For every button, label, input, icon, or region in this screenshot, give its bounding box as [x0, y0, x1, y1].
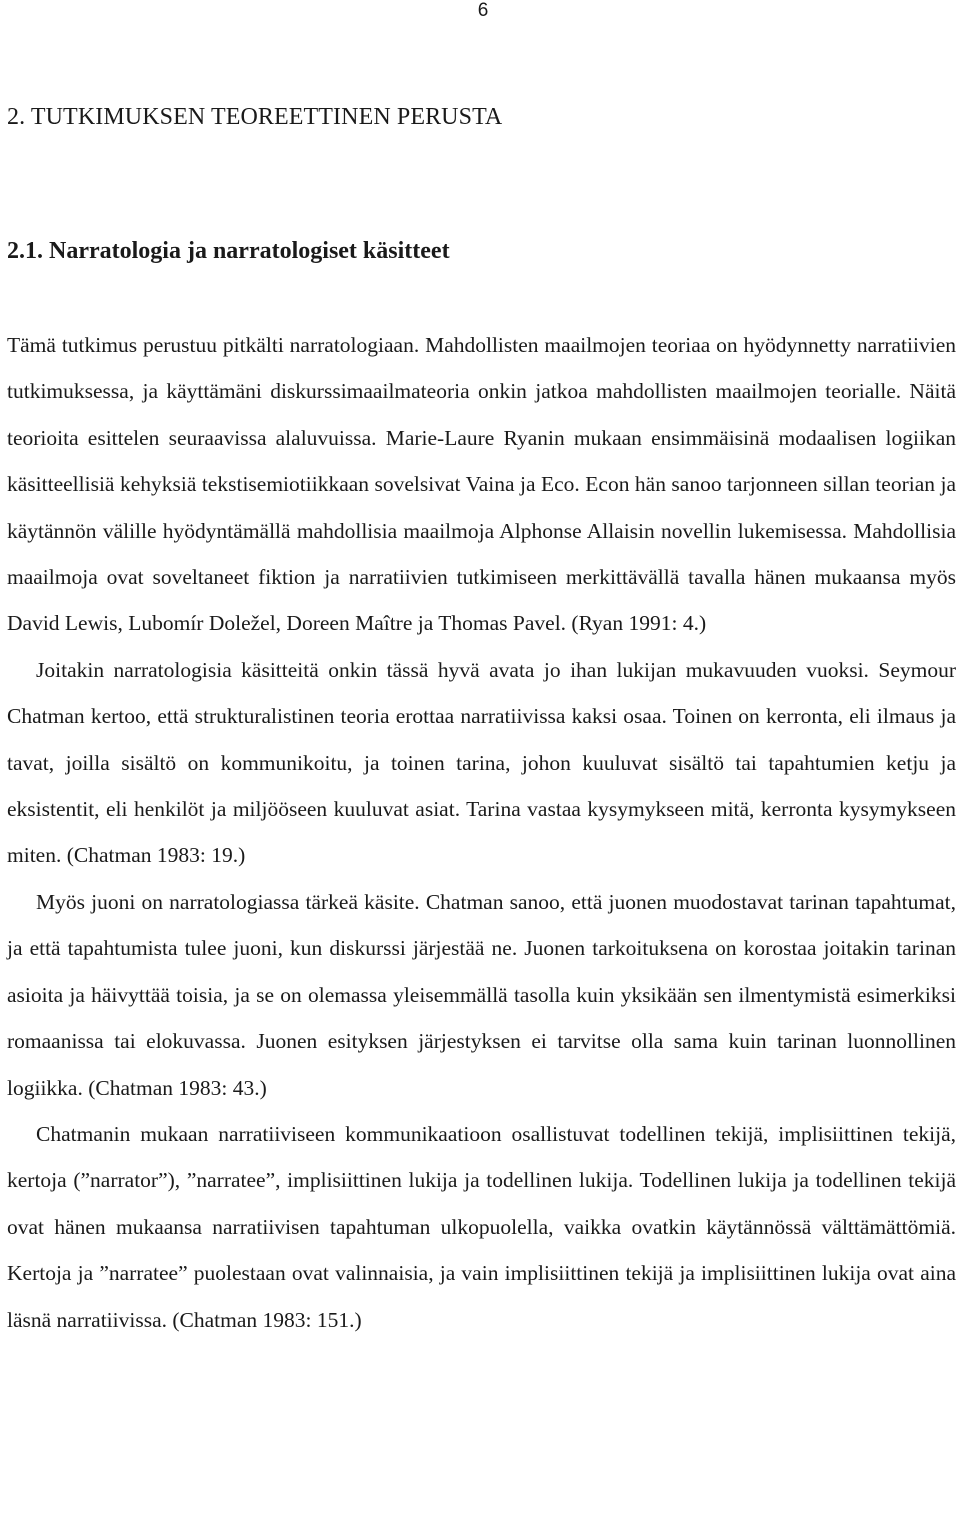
page-number: 6 [477, 0, 489, 21]
paragraph-3: Myös juoni on narratologiassa tärkeä käsite. Chatman sanoo, että juonen muodostavat tarinan tapahtumat, ja että tapahtumista tulee juoni, kun diskurssi järjestää ne. Juonen tarkoituksena on korostaa joitakin tarinan asioita ja häivyttää toisia, ja se on olemassa yleisemmällä tasolla kuin yksikään sen ilmentymistä esimerkiksi romaanissa tai elokuvassa. Juonen esityksen järjestyksen ei tarvitse olla sama kuin tarinan luonnollinen logiikka. (Chatman 1983: 43.) [7, 889, 956, 1100]
section-heading: 2.1. Narratologia ja narratologiset käsitteet [7, 238, 450, 264]
chapter-heading: 2. TUTKIMUKSEN TEOREETTINEN PERUSTA [7, 104, 503, 130]
paragraph-2: Joitakin narratologisia käsitteitä onkin tässä hyvä avata jo ihan lukijan mukavuuden vuoksi. Seymour Chatman kertoo, että strukturalistinen teoria erottaa narratiivissa kaksi osaa. Toinen on kerronta, eli ilmaus ja tavat, joilla sisältö on kommunikoitu, ja toinen tarina, johon kuuluvat sisältö tai tapahtumien ketju ja eksistentit, eli henkilöt ja miljööseen kuuluvat asiat. Tarina vastaa kysymykseen mitä, kerronta kysymykseen miten. (Chatman 1983: 19.) [7, 657, 956, 868]
paragraph-1: Tämä tutkimus perustuu pitkälti narratologiaan. Mahdollisten maailmojen teoriaa on hyödynnetty narratiivien tutkimuksessa, ja käyttämäni diskurssimaailmateoria onkin jatkoa mahdollisten maailmojen teorialle. Näitä teorioita esittelen seuraavissa alaluvuissa. Marie-Laure Ryanin mukaan ensimmäisinä modaalisen logiikan käsitteellisiä kehyksiä tekstisemiotiikkaan sovelsivat Vaina ja Eco. Econ hän sanoo tarjonneen sillan teorian ja käytännön välille hyödyntämällä mahdollisia maailmoja Alphonse Allaisin novellin lukemisessa. Mahdollisia maailmoja ovat soveltaneet fiktion ja narratiivien tutkimiseen merkittävällä tavalla hänen mukaansa myös David Lewis, Lubomír Doležel, Doreen Maître ja Thomas Pavel. (Ryan 1991: 4.) [7, 333, 956, 636]
paragraph-4: Chatmanin mukaan narratiiviseen kommunikaatioon osallistuvat todellinen tekijä, implisiittinen tekijä, kertoja (”narrator”), ”narratee”, implisiittinen lukija ja todellinen lukija. Todellinen lukija ja todellinen tekijä ovat hänen mukaansa narratiivisen tapahtuman ulkopuolella, vaikka ovatkin käytännössä välttämättömiä. Kertoja ja ”narratee” puolestaan ovat valinnaisia, ja vain implisiittinen tekijä ja implisiittinen lukija ovat aina läsnä narratiivissa. (Chatman 1983: 151.) [7, 1121, 956, 1332]
body-text [7, 322, 956, 1343]
